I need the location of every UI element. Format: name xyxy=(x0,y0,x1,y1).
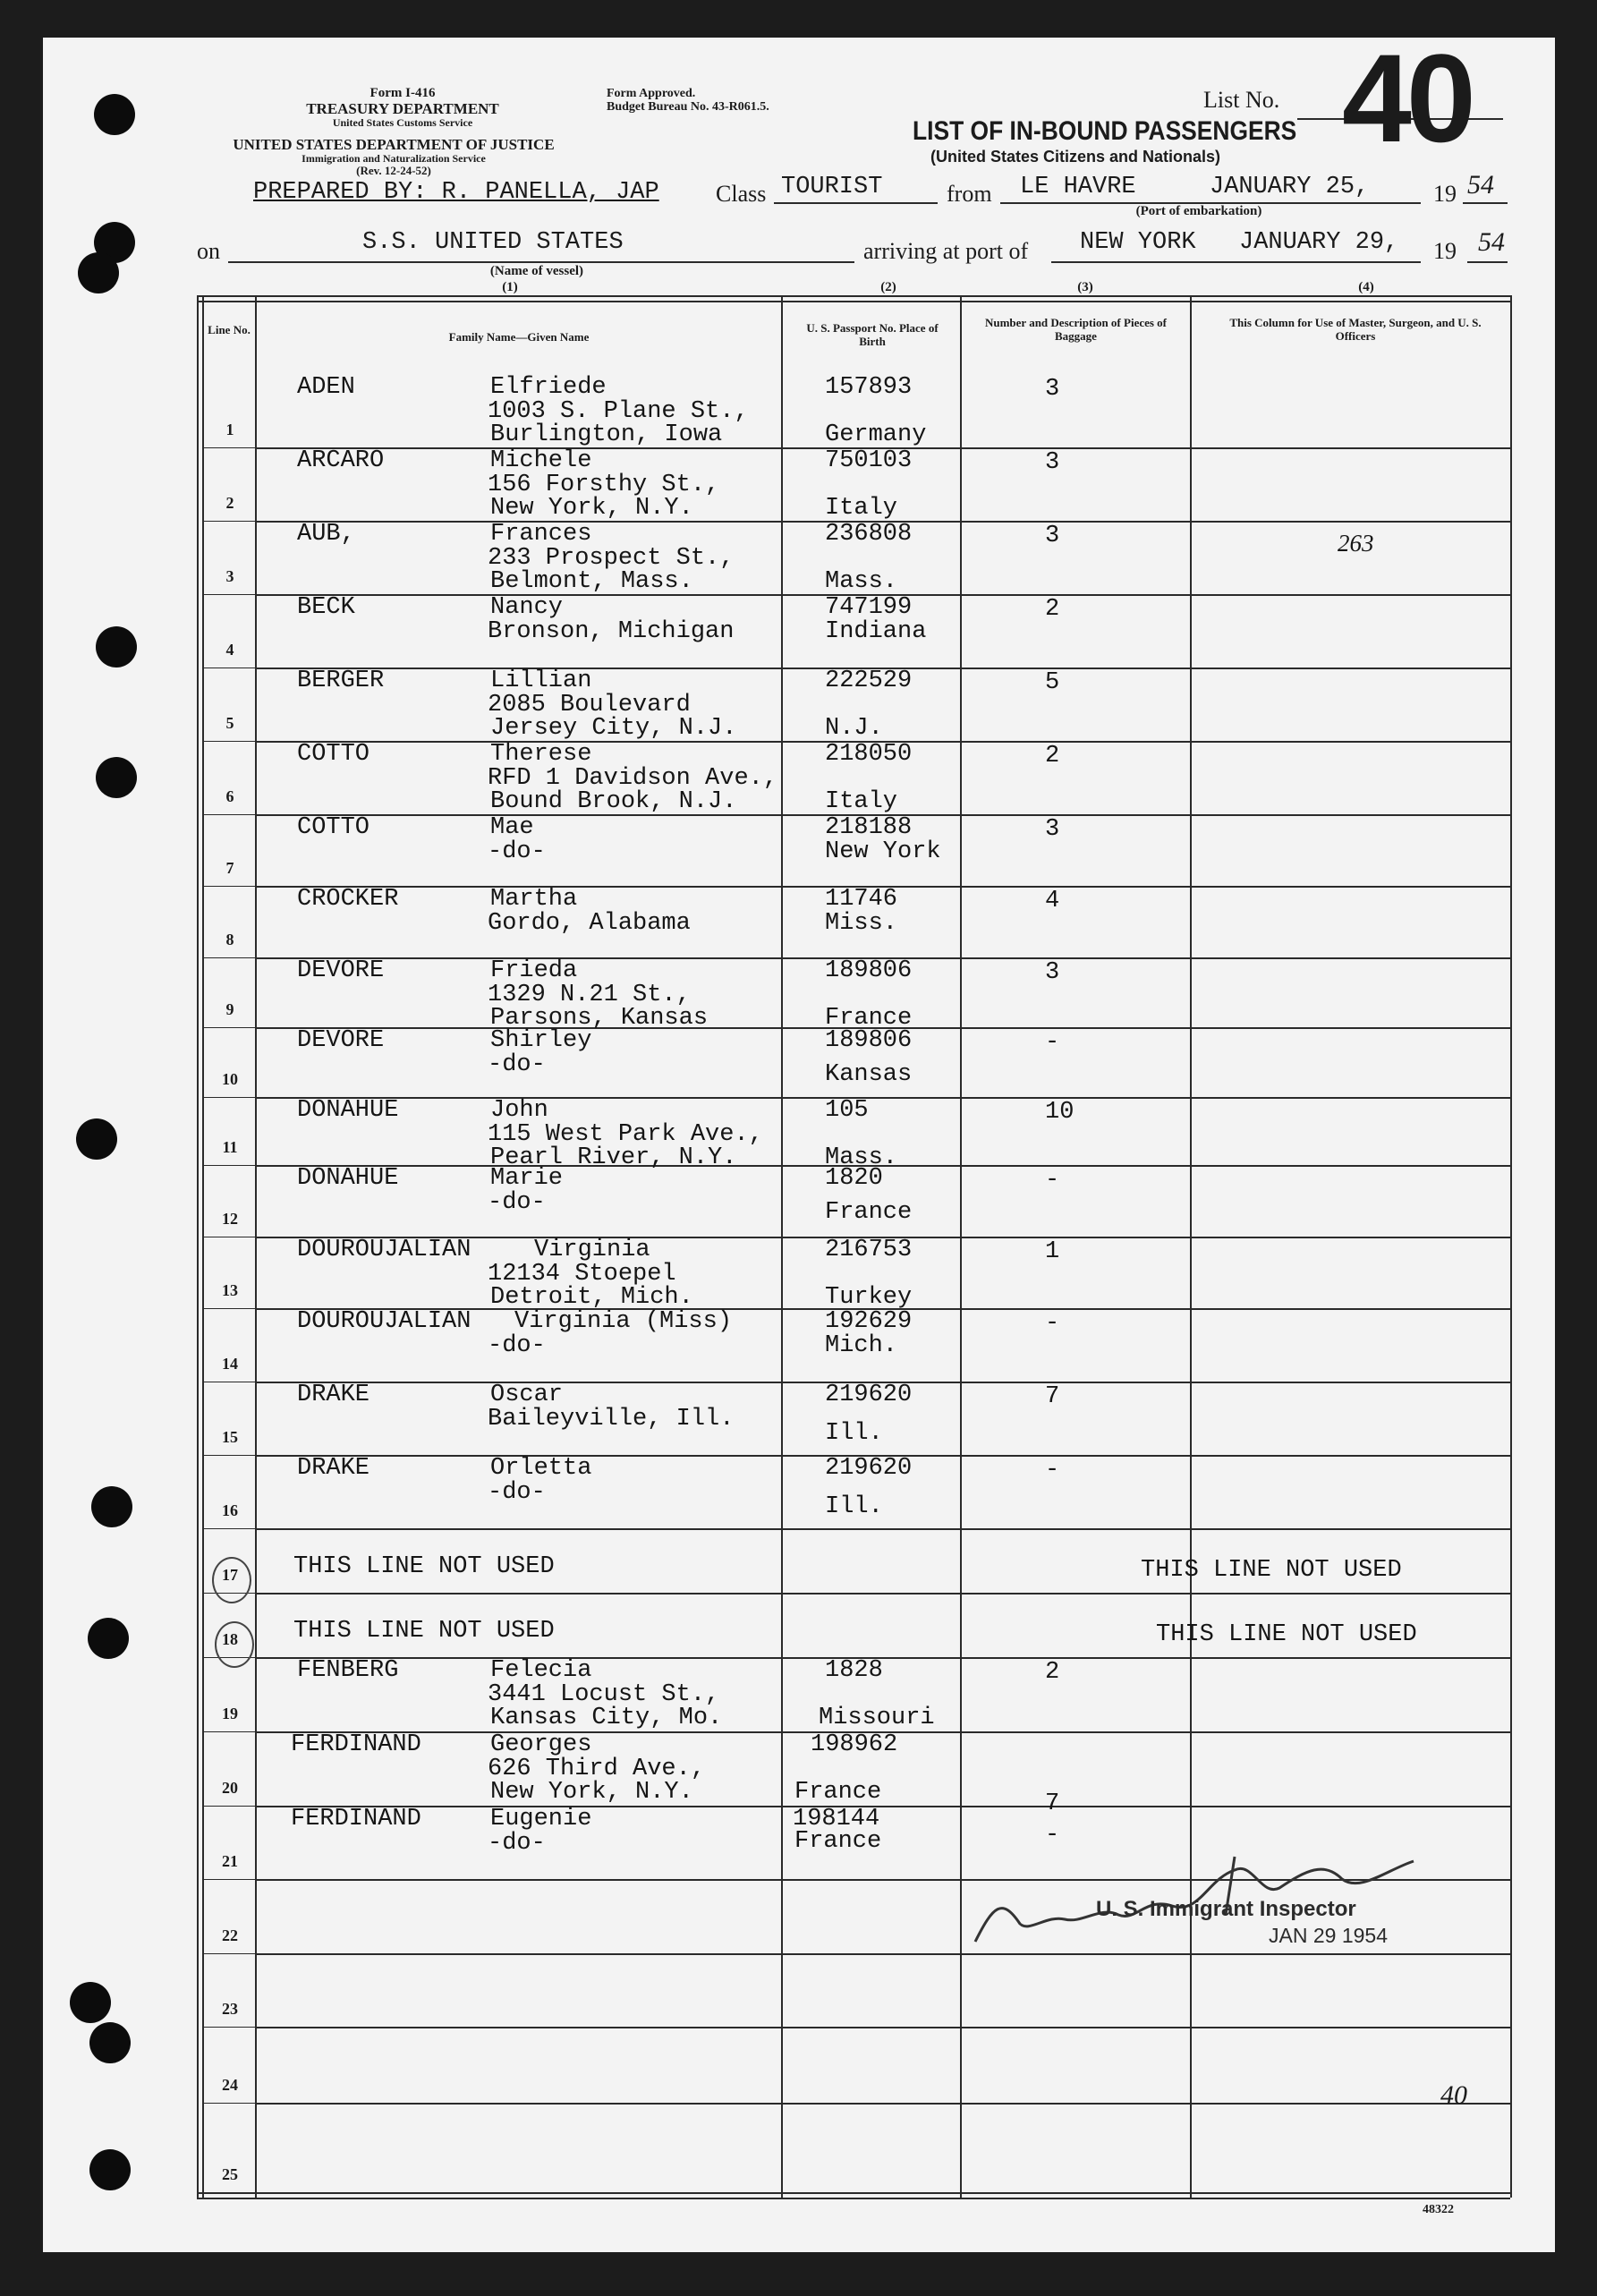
baggage-count: 3 xyxy=(1045,816,1060,843)
row-divider xyxy=(202,814,255,815)
binder-hole xyxy=(89,2022,131,2063)
binder-hole xyxy=(70,1982,111,2023)
family-name: DRAKE xyxy=(297,1455,370,1482)
baggage-count: 7 xyxy=(1045,1790,1060,1817)
address-line-1: -do- xyxy=(488,838,546,865)
address-line-2: Burlington, Iowa xyxy=(490,421,723,448)
address-line-2: Pearl River, N.Y. xyxy=(490,1144,737,1171)
column-number-4: (4) xyxy=(1358,280,1374,294)
given-name: Mae xyxy=(490,814,534,841)
row-divider xyxy=(202,2103,255,2104)
line-number-circle xyxy=(215,1621,254,1668)
passport-number: 198962 xyxy=(811,1731,898,1758)
given-name: Frieda xyxy=(490,957,578,984)
binder-hole xyxy=(96,757,137,798)
place-of-birth: Ill. xyxy=(825,1420,883,1447)
col-header-line-no: Line No. xyxy=(208,323,251,336)
place-of-birth: Miss. xyxy=(825,910,898,937)
given-name: Therese xyxy=(490,741,592,768)
column-number-3: (3) xyxy=(1077,280,1093,294)
family-name: DRAKE xyxy=(297,1382,370,1408)
address-line-1: Bronson, Michigan xyxy=(488,618,735,645)
baggage-count: 3 xyxy=(1045,376,1060,403)
column-divider xyxy=(202,295,204,2198)
passport-number: 11746 xyxy=(825,886,898,913)
address-line-1: -do- xyxy=(488,1479,546,1506)
row-divider xyxy=(202,1731,255,1732)
row-divider xyxy=(202,1455,255,1456)
passport-number: 189806 xyxy=(825,957,913,984)
place-of-birth: Indiana xyxy=(825,618,927,645)
address-line-1: -do- xyxy=(488,1830,546,1857)
given-name: Frances xyxy=(490,521,592,548)
row-divider xyxy=(202,1806,255,1807)
department-of-justice: UNITED STATES DEPARTMENT OF JUSTICE xyxy=(233,136,555,153)
line-number: 11 xyxy=(222,1138,238,1156)
family-name: ADEN xyxy=(297,374,355,401)
baggage-count: - xyxy=(1045,1822,1060,1849)
line-number: 10 xyxy=(222,1070,238,1088)
family-name: DEVORE xyxy=(297,957,385,984)
col-header-officers: This Column for Use of Master, Surgeon, and U. S. Officers xyxy=(1229,316,1482,343)
address-line-1: 156 Forsthy St., xyxy=(488,472,720,498)
line-number: 6 xyxy=(225,787,234,805)
baggage-count: 7 xyxy=(1045,1383,1060,1410)
place-of-birth: France xyxy=(794,1828,882,1855)
address-line-2: Parsons, Kansas xyxy=(490,1005,709,1032)
table-top-border-inner xyxy=(197,301,1510,302)
line-number: 12 xyxy=(222,1210,238,1228)
inspection-date-stamp: JAN 29 1954 xyxy=(1269,1924,1388,1947)
place-of-birth: Ill. xyxy=(825,1493,883,1520)
form-number: Form I-416 xyxy=(370,86,436,100)
baggage-count: 2 xyxy=(1045,596,1060,623)
family-name: ARCARO xyxy=(297,447,385,474)
given-name: Elfriede xyxy=(490,374,607,401)
row-divider xyxy=(255,1097,1510,1099)
passport-number: 157893 xyxy=(825,374,913,401)
row-divider xyxy=(202,1027,255,1028)
family-name: FERDINAND xyxy=(291,1806,421,1833)
passport-number: 218050 xyxy=(825,741,913,768)
row-not-used-note: THIS LINE NOT USED xyxy=(293,1618,555,1645)
line-number: 23 xyxy=(222,2000,238,2018)
line-number: 3 xyxy=(225,567,234,585)
table-top-border xyxy=(197,295,1510,297)
table-bottom-border xyxy=(197,2198,1510,2199)
arriving-label: arriving at port of xyxy=(863,238,1029,264)
row-divider xyxy=(255,1806,1510,1807)
family-name: BERGER xyxy=(297,668,385,694)
given-name: Nancy xyxy=(490,594,564,621)
address-line-1: 12134 Stoepel xyxy=(488,1261,676,1288)
address-line-2: New York, N.Y. xyxy=(490,495,693,522)
line-number: 20 xyxy=(222,1779,238,1797)
row-divider xyxy=(202,1953,255,1954)
column-divider xyxy=(960,295,962,2198)
passport-number: 105 xyxy=(825,1097,869,1124)
form-approved: Form Approved. xyxy=(607,87,696,100)
family-name: FERDINAND xyxy=(291,1731,421,1758)
line-number: 21 xyxy=(222,1852,238,1870)
arrival-date: JANUARY 29, xyxy=(1239,229,1399,256)
family-name: DOUROUJALIAN xyxy=(297,1237,471,1263)
line-number: 25 xyxy=(222,2165,238,2183)
row-not-used-note: THIS LINE NOT USED xyxy=(293,1553,555,1580)
address-line-1: -do- xyxy=(488,1051,546,1078)
family-name: BECK xyxy=(297,594,355,621)
row-divider xyxy=(202,957,255,958)
place-of-birth: Italy xyxy=(825,495,898,522)
given-name: Orletta xyxy=(490,1455,592,1482)
family-name: COTTO xyxy=(297,741,370,768)
treasury-department: TREASURY DEPARTMENT xyxy=(306,100,499,117)
address-line-1: -do- xyxy=(488,1332,546,1359)
line-number: 13 xyxy=(222,1281,238,1299)
year-prefix: 19 xyxy=(1433,181,1457,207)
binder-hole xyxy=(76,1118,117,1160)
line-number: 2 xyxy=(225,494,234,512)
row-divider xyxy=(202,886,255,887)
row-divider xyxy=(202,2027,255,2028)
line-number: 1 xyxy=(225,421,234,438)
budget-bureau: Budget Bureau No. 43-R061.5. xyxy=(607,100,769,114)
address-line-1: Baileyville, Ill. xyxy=(488,1406,735,1433)
passport-number: 198144 xyxy=(793,1806,880,1833)
page-mark-handwritten: 40 xyxy=(1440,2080,1467,2110)
col-header-name: Family Name—Given Name xyxy=(448,330,590,344)
row-divider xyxy=(202,1308,255,1309)
place-of-birth: Germany xyxy=(825,421,927,448)
passport-number: 1828 xyxy=(825,1657,883,1684)
family-name: DONAHUE xyxy=(297,1165,399,1192)
baggage-count: - xyxy=(1045,1029,1060,1056)
passport-number: 219620 xyxy=(825,1455,913,1482)
address-line-1: 115 West Park Ave., xyxy=(488,1121,763,1148)
given-name: Lillian xyxy=(490,668,592,694)
family-name: DONAHUE xyxy=(297,1097,399,1124)
passport-number: 219620 xyxy=(825,1382,913,1408)
given-name: John xyxy=(490,1097,548,1124)
arrival-year-underline xyxy=(1467,261,1508,263)
address-line-1: 1329 N.21 St., xyxy=(488,982,691,1008)
class-underline xyxy=(774,202,938,204)
address-line-2: Jersey City, N.J. xyxy=(490,715,737,742)
binder-hole xyxy=(89,2149,131,2190)
line-number: 7 xyxy=(225,859,234,877)
address-line-1: 1003 S. Plane St., xyxy=(488,398,749,425)
list-title: LIST OF IN-BOUND PASSENGERS xyxy=(913,116,1297,146)
row-divider xyxy=(202,594,255,595)
arrival-port: NEW YORK xyxy=(1080,229,1196,256)
row-divider xyxy=(255,2027,1510,2028)
line-number: 4 xyxy=(225,641,234,659)
passport-number: 189806 xyxy=(825,1027,913,1054)
row-divider xyxy=(255,2103,1510,2105)
passport-number: 192629 xyxy=(825,1308,913,1335)
col-header-passport: U. S. Passport No. Place of Birth xyxy=(806,321,939,348)
baggage-count: 5 xyxy=(1045,669,1060,696)
place-of-birth: Mich. xyxy=(825,1332,898,1359)
on-label: on xyxy=(197,238,220,264)
given-name: Martha xyxy=(490,886,578,913)
list-no-label: List No. xyxy=(1203,87,1280,113)
column-divider xyxy=(197,295,199,2198)
binder-hole xyxy=(88,1618,129,1659)
given-name: Georges xyxy=(490,1731,592,1758)
vessel-name: S.S. UNITED STATES xyxy=(362,229,624,256)
form-code: 48322 xyxy=(1423,2203,1454,2216)
passport-number: 1820 xyxy=(825,1165,883,1192)
place-of-birth: Missouri xyxy=(819,1705,935,1731)
line-number: 8 xyxy=(225,931,234,948)
baggage-count: 3 xyxy=(1045,449,1060,476)
class-label: Class xyxy=(716,181,767,207)
address-line-1: 3441 Locust St., xyxy=(488,1681,720,1708)
row-divider xyxy=(255,1528,1510,1530)
address-line-2: Bound Brook, N.J. xyxy=(490,788,737,815)
arrival-year-prefix: 19 xyxy=(1433,238,1457,264)
officer-note: THIS LINE NOT USED xyxy=(1141,1557,1402,1584)
row-divider xyxy=(202,1165,255,1166)
address-line-1: Gordo, Alabama xyxy=(488,910,691,937)
place-of-birth: N.J. xyxy=(825,715,883,742)
column-divider xyxy=(255,295,257,2198)
class-value: TOURIST xyxy=(781,174,883,200)
baggage-count: 2 xyxy=(1045,743,1060,770)
from-label: from xyxy=(947,181,992,207)
passport-number: 222529 xyxy=(825,668,913,694)
row-divider xyxy=(202,741,255,742)
baggage-count: - xyxy=(1045,1457,1060,1484)
line-number: 17 xyxy=(222,1566,238,1584)
line-number: 9 xyxy=(225,1000,234,1018)
address-line-2: Detroit, Mich. xyxy=(490,1284,693,1311)
line-number: 18 xyxy=(222,1630,238,1648)
place-of-birth: France xyxy=(825,1199,913,1226)
passport-number: 747199 xyxy=(825,594,913,621)
place-of-birth: Kansas xyxy=(825,1061,913,1088)
address-line-1: 626 Third Ave., xyxy=(488,1756,706,1782)
column-divider xyxy=(1510,295,1512,2198)
officer-note: 263 xyxy=(1338,530,1374,557)
given-name: Michele xyxy=(490,447,592,474)
row-divider xyxy=(202,1879,255,1880)
ins-service: Immigration and Naturalization Service xyxy=(302,152,486,165)
row-divider xyxy=(255,2192,1510,2194)
line-number: 15 xyxy=(222,1428,238,1446)
baggage-count: 10 xyxy=(1045,1099,1075,1126)
col-header-baggage: Number and Description of Pieces of Baggage xyxy=(984,316,1168,343)
year-handwritten: 54 xyxy=(1467,170,1494,200)
departure-date: JANUARY 25, xyxy=(1210,174,1370,200)
passport-number: 216753 xyxy=(825,1237,913,1263)
column-number-1: (1) xyxy=(502,280,518,294)
year-underline xyxy=(1463,202,1508,204)
passport-number: 236808 xyxy=(825,521,913,548)
row-divider xyxy=(202,521,255,522)
binder-hole xyxy=(78,252,119,293)
vessel-caption: (Name of vessel) xyxy=(489,264,584,278)
baggage-count: 2 xyxy=(1045,1659,1060,1686)
given-name: Oscar xyxy=(490,1382,564,1408)
baggage-count: 4 xyxy=(1045,888,1060,914)
column-number-2: (2) xyxy=(880,280,896,294)
family-name: DOUROUJALIAN xyxy=(297,1308,471,1335)
given-name: Shirley xyxy=(490,1027,592,1054)
family-name: CROCKER xyxy=(297,886,399,913)
baggage-count: 3 xyxy=(1045,523,1060,549)
passport-number: 750103 xyxy=(825,447,913,474)
address-line-1: 233 Prospect St., xyxy=(488,545,735,572)
arrival-year-handwritten: 54 xyxy=(1478,227,1505,257)
baggage-count: 1 xyxy=(1045,1238,1060,1265)
address-line-2: Belmont, Mass. xyxy=(490,568,693,595)
line-number: 14 xyxy=(222,1355,238,1373)
place-of-birth: Italy xyxy=(825,788,898,815)
address-line-2: New York, N.Y. xyxy=(490,1779,693,1806)
family-name: DEVORE xyxy=(297,1027,385,1054)
line-number: 22 xyxy=(222,1926,238,1944)
revision-date: (Rev. 12-24-52) xyxy=(356,164,431,177)
line-number: 5 xyxy=(225,714,234,732)
line-number: 19 xyxy=(222,1705,238,1722)
given-name: Eugenie xyxy=(490,1806,592,1833)
row-divider xyxy=(255,1953,1510,1955)
place-of-birth: France xyxy=(825,1005,913,1032)
inspector-title-stamp: U. S. Immigrant Inspector xyxy=(1096,1897,1356,1921)
line-number: 24 xyxy=(222,2076,238,2094)
customs-service: United States Customs Service xyxy=(332,116,473,129)
arrival-underline xyxy=(1051,261,1421,263)
row-divider xyxy=(202,1528,255,1529)
row-divider xyxy=(255,1593,1510,1594)
binder-hole xyxy=(94,94,135,135)
baggage-count: 3 xyxy=(1045,959,1060,986)
place-of-birth: Turkey xyxy=(825,1284,913,1311)
given-name: Virginia xyxy=(534,1237,650,1263)
place-of-birth: France xyxy=(794,1779,882,1806)
list-number: 40 xyxy=(1342,28,1471,168)
address-line-1: RFD 1 Davidson Ave., xyxy=(488,765,778,792)
passport-number: 218188 xyxy=(825,814,913,841)
baggage-count: - xyxy=(1045,1167,1060,1194)
family-name: FENBERG xyxy=(297,1657,399,1684)
vessel-underline xyxy=(228,261,854,263)
row-divider xyxy=(202,1097,255,1098)
place-of-birth: Mass. xyxy=(825,568,898,595)
port-of-embarkation: LE HAVRE xyxy=(1020,174,1136,200)
row-divider xyxy=(202,447,255,448)
baggage-count: - xyxy=(1045,1310,1060,1337)
place-of-birth: New York xyxy=(825,838,941,865)
binder-hole xyxy=(96,626,137,668)
list-subtitle: (United States Citizens and Nationals) xyxy=(930,148,1221,166)
port-embarkation-caption: (Port of embarkation) xyxy=(1135,204,1262,218)
address-line-1: 2085 Boulevard xyxy=(488,692,691,719)
given-name: Marie xyxy=(490,1165,564,1192)
column-divider xyxy=(781,295,783,2198)
binder-hole xyxy=(91,1486,132,1527)
row-divider xyxy=(202,2192,255,2193)
line-number: 16 xyxy=(222,1501,238,1519)
address-line-2: Kansas City, Mo. xyxy=(490,1705,723,1731)
address-line-1: -do- xyxy=(488,1189,546,1216)
family-name: AUB, xyxy=(297,521,355,548)
given-name: Felecia xyxy=(490,1657,592,1684)
prepared-by: PREPARED BY: R. PANELLA, JAP xyxy=(253,179,659,206)
given-name: Virginia (Miss) xyxy=(514,1308,733,1335)
officer-note: THIS LINE NOT USED xyxy=(1156,1621,1417,1648)
family-name: COTTO xyxy=(297,814,370,841)
line-number-circle xyxy=(212,1557,251,1603)
place-of-birth: Mass. xyxy=(825,1144,898,1171)
